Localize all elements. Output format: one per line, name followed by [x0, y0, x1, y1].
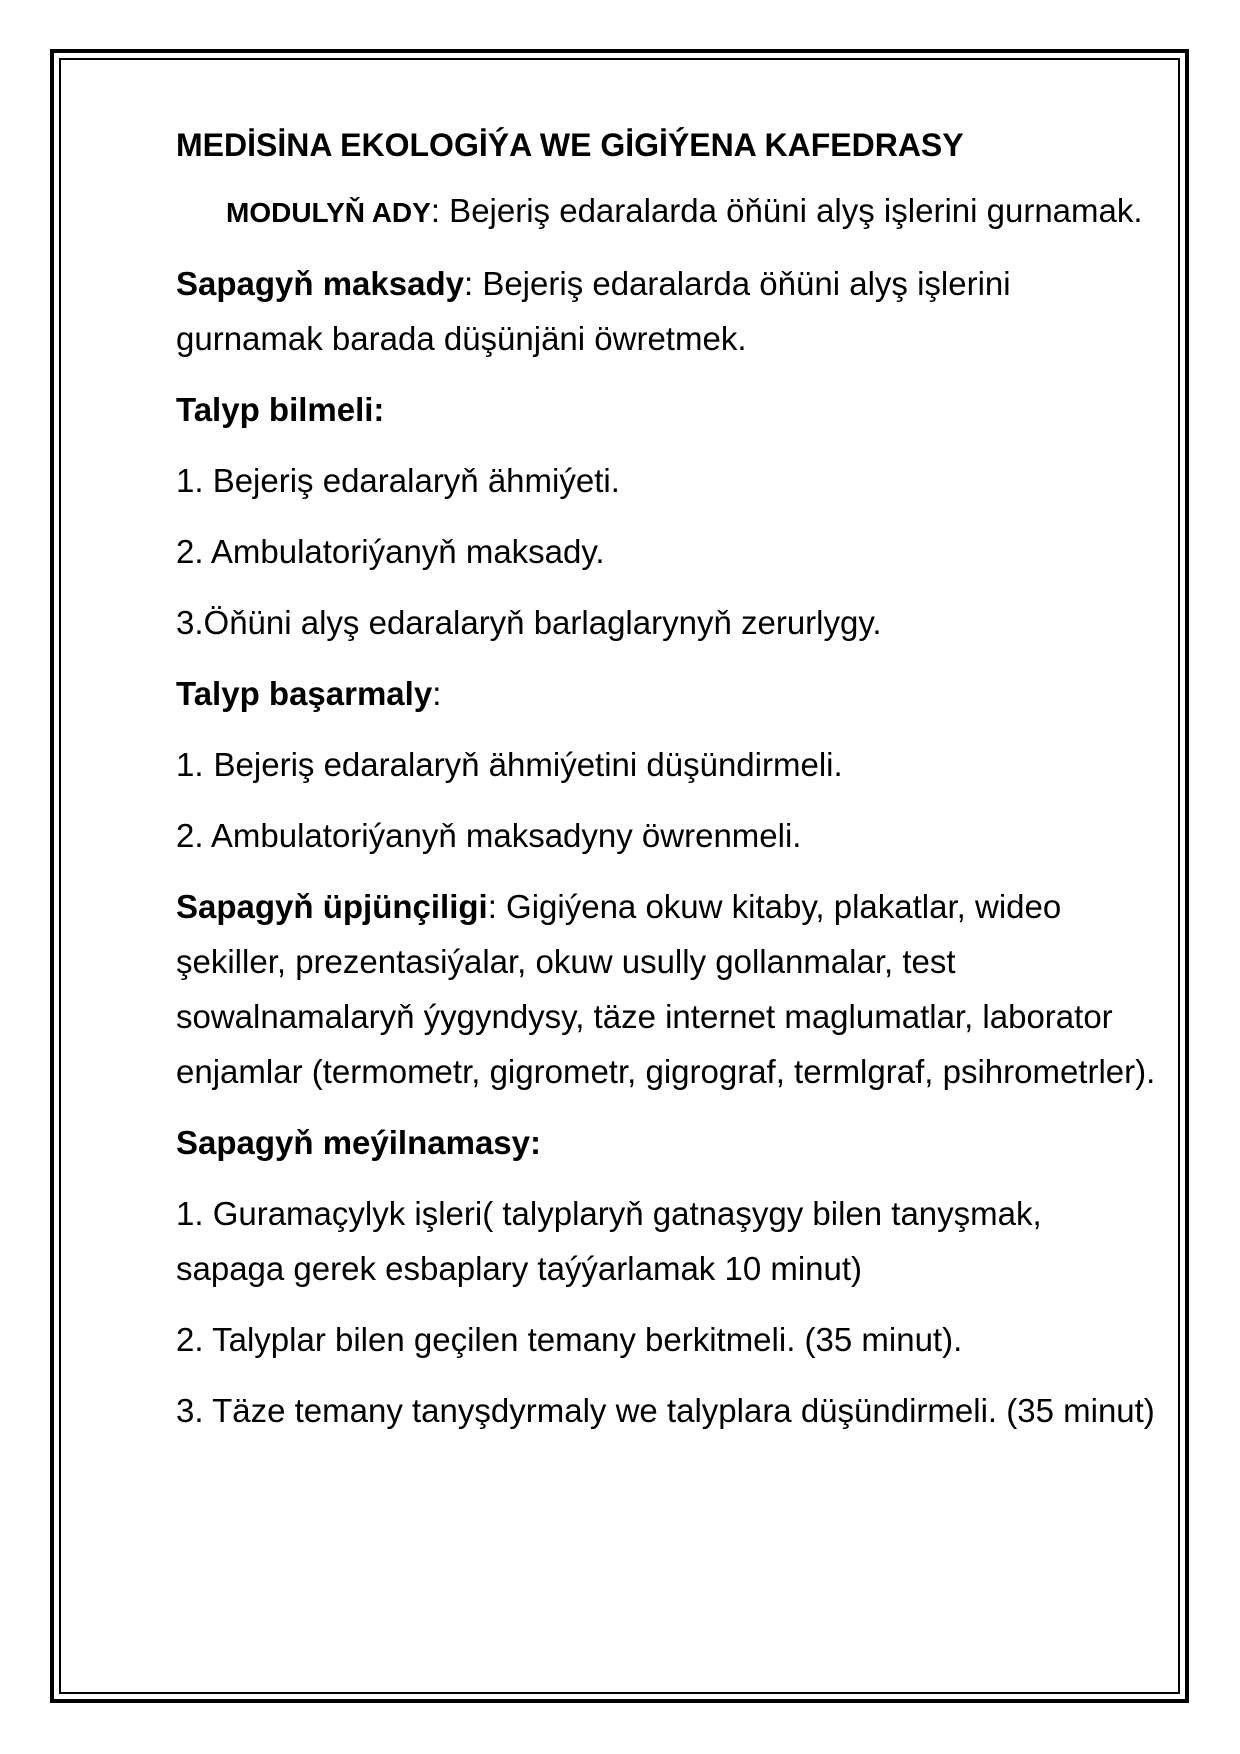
- do-item-1-text: Bejeriş edaralaryň ähmiýetini düşündirmeli.: [213, 746, 843, 783]
- lesson-equipment: [176, 879, 1156, 1099]
- do-heading: [176, 666, 1156, 721]
- do-suffix: :: [432, 675, 442, 712]
- module-name: [176, 183, 1156, 240]
- department-title: MEDİSİNA EKOLOGİÝA WE GİGİÝENA KAFEDRASY: [176, 127, 964, 163]
- do-item-2: [176, 808, 1156, 863]
- goal-label: Sapagyň maksady: [176, 265, 464, 302]
- do-item-2-text: Ambulatoriýanyň maksadyny öwrenmeli.: [210, 817, 802, 854]
- document-body: [176, 118, 1156, 1454]
- plan-item-3: 3. Täze temany tanyşdyrmaly we talyplara düşündirmeli. (35 minut): [176, 1392, 1155, 1429]
- goal-text: : Bejeriş edaralarda öňüni alyş işlerini gurnamak barada düşünjäni öwretmek.: [176, 265, 1011, 357]
- equipment-text: : Gigiýena okuw kitaby, plakatlar, wideo şekiller, prezentasiýalar, okuw usully gollanmalar, test sowalnamalaryň ýygyndysy, täze internet maglumatlar, laborator enjamlar (termometr, gigrometr, gigrograf, termlgraf, psihrometrler).: [176, 888, 1156, 1090]
- know-item-2: 2. Ambulatoriýanyň maksady.: [176, 533, 605, 570]
- know-item-1: 1. Bejeriş edaralaryň ähmiýeti.: [176, 462, 620, 499]
- module-text: : Bejeriş edaralarda öňüni alyş işlerini gurnamak.: [430, 192, 1143, 229]
- plan-item-1: 1. Guramaçylyk işleri( talyplaryň gatnaşygy bilen tanyşmak, sapaga gerek esbaplary taýýarlamak 10 minut): [176, 1195, 1042, 1287]
- plan-heading: Sapagyň meýilnamasy:: [176, 1124, 541, 1161]
- equipment-label: Sapagyň üpjünçiligi: [176, 888, 488, 925]
- know-item-3: 3.Öňüni alyş edaralaryň barlaglarynyň zerurlygy.: [176, 604, 882, 641]
- module-label: MODULYŇ ADY: [226, 197, 431, 228]
- do-item-1-number: 1.: [176, 746, 204, 783]
- lesson-goal: [176, 256, 1156, 366]
- plan-item-2: 2. Talyplar bilen geçilen temany berkitmeli. (35 minut).: [176, 1321, 963, 1358]
- do-item-1: [176, 737, 1156, 792]
- do-item-2-number: 2.: [176, 817, 204, 854]
- do-label: Talyp başarmaly: [176, 675, 433, 712]
- know-heading: Talyp bilmeli:: [176, 391, 385, 428]
